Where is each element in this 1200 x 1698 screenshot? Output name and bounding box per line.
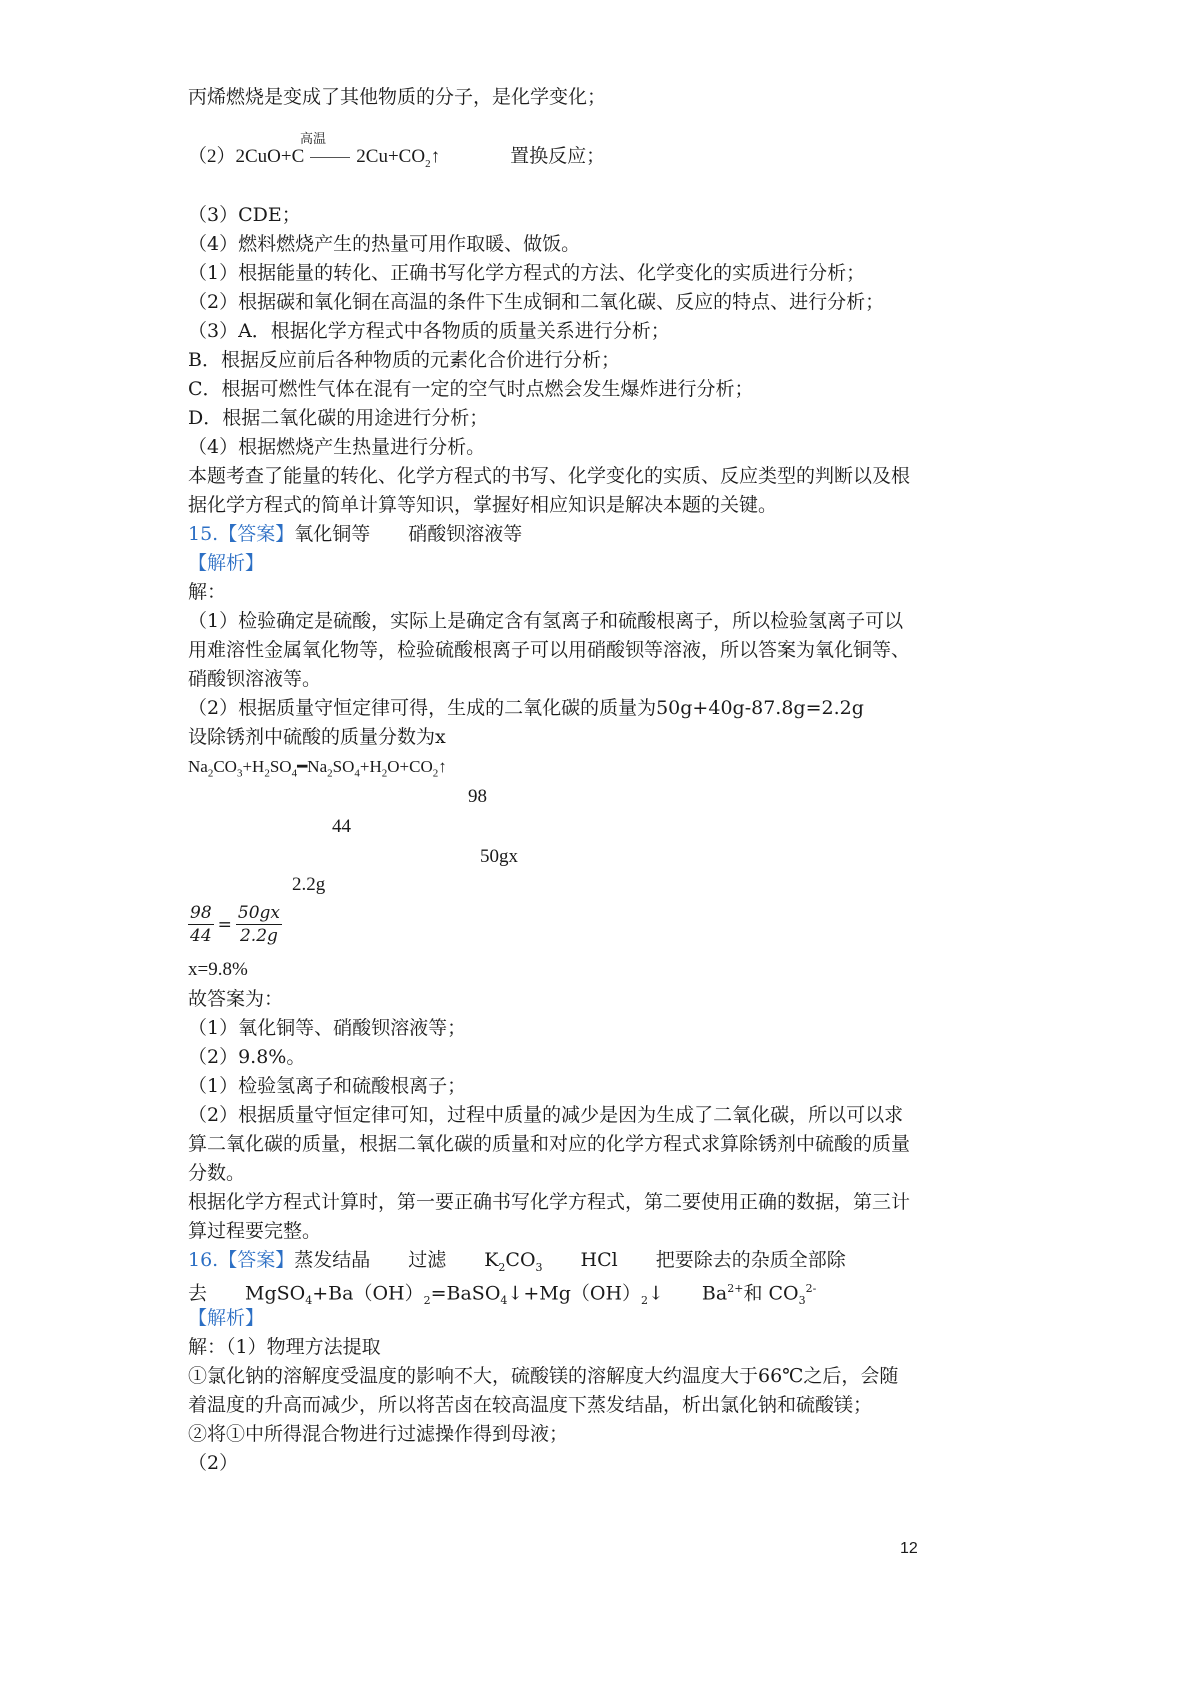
text-line: 根据化学方程式计算时，第一要正确书写化学方程式，第二要使用正确的数据，第三计 <box>188 1191 911 1213</box>
text-line: （1）氧化铜等、硝酸钡溶液等； <box>188 1017 467 1039</box>
text-line: （2） <box>188 1452 239 1474</box>
text-line: 着温度的升高而减少，所以将苦卤在较高温度下蒸发结晶，析出氯化钠和硫酸镁； <box>188 1394 873 1416</box>
text-line: （1）根据能量的转化、正确书写化学方程式的方法、化学变化的实质进行分析； <box>188 262 866 284</box>
text-line: 丙烯燃烧是变成了其他物质的分子，是化学变化； <box>188 86 607 108</box>
equation-products: 2Cu+CO <box>356 146 426 167</box>
answer-16: 16.【答案】蒸发结晶 过滤 $K_2CO_3$ HCl 把要除去的杂质全部除 <box>188 1249 846 1274</box>
fraction-right: $\frac{50gx}{2.2g}$ <box>237 903 280 946</box>
equation-line: （2）2CuO+C $2Cu+CO_2↑$ 置换反应； <box>188 146 606 170</box>
text-line: x=9.8% <box>188 959 248 980</box>
text-line: 本题考查了能量的转化、化学方程式的书写、化学变化的实质、反应类型的判断以及根 <box>188 465 911 487</box>
text-line: （3）CDE； <box>188 204 301 226</box>
equation-reactants: （2）2CuO+C <box>188 146 305 167</box>
text-line: （1）检验氢离子和硫酸根离子； <box>188 1075 467 1097</box>
text-line: 解：（1）物理方法提取 <box>188 1336 381 1358</box>
answer-label: 16.【答案】 <box>188 1249 295 1271</box>
answer-16-cont: 去 $MgSO_4+Ba(OH)_2=BaSO_4↓+Mg(OH)_2↓$ $Ba^{2+}$和 $CO_3^{2-}$ <box>188 1282 817 1308</box>
text-line: 硝酸钡溶液等。 <box>188 668 322 690</box>
page-number: 12 <box>900 1540 918 1557</box>
value-2-2g: 2.2g <box>292 874 326 895</box>
reaction-type: 置换反应； <box>510 146 606 167</box>
value-50gx: 50gx <box>480 846 518 867</box>
text-line: B．根据反应前后各种物质的元素化合价进行分析； <box>188 349 620 371</box>
proportion-formula: $\frac{98}{44}$ = $\frac{50gx}{2.2g}$ <box>190 903 280 946</box>
analysis-label: 【解析】 <box>188 1307 265 1329</box>
text-line: （4）燃料燃烧产生的热量可用作取暖、做饭。 <box>188 233 581 255</box>
text-line: 设除锈剂中硫酸的质量分数为x <box>188 726 446 748</box>
text-line: （4）根据燃烧产生热量进行分析。 <box>188 436 486 458</box>
answer-text: 蒸发结晶 过滤 K <box>294 1249 499 1271</box>
text-line: （2）根据质量守恒定律可得，生成的二氧化碳的质量为50g+40g-87.8g=2.2g <box>188 697 864 719</box>
answer-label: 15.【答案】 <box>188 523 295 545</box>
analysis-label: 【解析】 <box>188 552 265 574</box>
text-line: D．根据二氧化碳的用途进行分析； <box>188 407 489 429</box>
text-line: 算过程要完整。 <box>188 1220 322 1242</box>
value-98: 98 <box>468 786 487 807</box>
text-line: 解： <box>188 581 227 603</box>
text-line: ②将①中所得混合物进行过滤操作得到母液； <box>188 1423 569 1445</box>
text-line: （3）A．根据化学方程式中各物质的质量关系进行分析； <box>188 320 670 342</box>
text-line: （1）检验确定是硫酸，实际上是确定含有氢离子和硫酸根离子，所以检验氢离子可以 <box>188 610 904 632</box>
answer-text: 氧化铜等 硝酸钡溶液等 <box>294 523 523 545</box>
fraction-left: $\frac{98}{44}$ <box>190 903 212 946</box>
text-line: 据化学方程式的简单计算等知识，掌握好相应知识是解决本题的关键。 <box>188 494 778 516</box>
value-44: 44 <box>332 816 351 837</box>
text-line: （2）根据质量守恒定律可知，过程中质量的减少是因为生成了二氧化碳，所以可以求 <box>188 1104 904 1126</box>
chemical-equation: $Na_2CO_3+H_2SO_4━Na_2SO_4+H_2O+CO_2↑$ <box>188 757 447 780</box>
text-line: ①氯化钠的溶解度受温度的影响不大，硫酸镁的溶解度大约温度大于66℃之后，会随 <box>188 1365 899 1387</box>
reaction-condition: 高温 <box>300 132 327 147</box>
text-line: 用难溶性金属氧化物等，检验硫酸根离子可以用硝酸钡等溶液，所以答案为氧化铜等、 <box>188 639 911 661</box>
text-line: （2）9.8%。 <box>188 1046 306 1068</box>
text-line: （2）根据碳和氧化铜在高温的条件下生成铜和二氧化碳、反应的特点、进行分析； <box>188 291 885 313</box>
text-line: 算二氧化碳的质量，根据二氧化碳的质量和对应的化学方程式求算除锈剂中硫酸的质量 <box>188 1133 911 1155</box>
answer-15 <box>188 519 522 549</box>
text-line: 故答案为： <box>188 988 284 1010</box>
text-line: 分数。 <box>188 1162 246 1184</box>
text-line: C．根据可燃性气体在混有一定的空气时点燃会发生爆炸进行分析； <box>188 378 754 400</box>
